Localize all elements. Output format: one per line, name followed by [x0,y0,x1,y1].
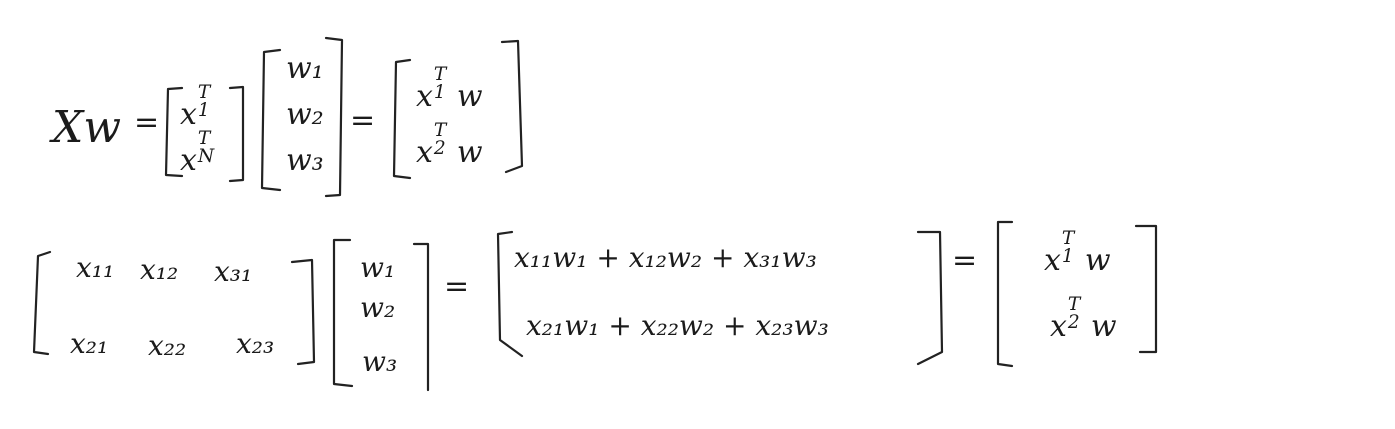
equals-sign-1: = [134,105,160,140]
res-sub: 2 [433,138,446,160]
bracket-left-w1 [262,50,280,190]
m-r1c3: x₃₁ [214,255,253,288]
res-base: x [1050,309,1067,344]
bracket-left-res2 [998,222,1012,366]
res-tail: w [456,135,483,170]
res-tail: w [1090,309,1117,344]
res-base: x [416,79,433,114]
w2-entry-3: w₃ [362,345,398,378]
w2-entry-2: w₂ [360,291,396,324]
row-sup: T [197,81,211,103]
bracket-right-w2 [414,244,428,390]
equals-sign-2: = [350,103,376,138]
row-sup: T [197,127,211,149]
res-base: x [416,135,433,170]
expanded-row-1: x₁₁w₁ + x₁₂w₂ + x₃₁w₃ [514,241,817,274]
m-r2c3: x₂₃ [236,327,275,360]
bracket-right-M [292,260,314,364]
w1-entry-1: w₁ [286,51,324,86]
row-base: x [180,143,197,178]
res-sub: 1 [1061,246,1074,268]
w1-entry-3: w₃ [286,143,324,178]
result2-row-1 [1044,227,1111,278]
res-base: x [1044,243,1061,278]
m-r2c2: x₂₂ [148,329,187,362]
matrix-X-row-1 [180,81,221,132]
m-r1c1: x₁₁ [76,251,115,284]
m-r1c2: x₁₂ [140,253,179,286]
bracket-right-res1 [502,41,522,172]
row-base: x [180,97,197,132]
res-sup: T [433,119,447,141]
bracket-left-M [34,252,50,354]
bracket-right-exp [918,232,942,364]
bracket-right-X [230,87,243,181]
result2-row-2 [1050,293,1117,344]
res-sub: 2 [1067,312,1080,334]
res-sub: 1 [433,82,446,104]
res-sup: T [1067,293,1081,315]
bracket-left-res1 [394,60,410,178]
res-sup: T [433,63,447,85]
equals-sign-3: = [444,269,470,304]
m-r2c1: x₂₁ [70,327,109,360]
res-sup: T [1061,227,1075,249]
row-sub: 1 [197,100,210,122]
equals-sign-4: = [952,243,978,278]
res-tail: w [1084,243,1111,278]
row-sub: N [197,146,215,168]
result1-row-1 [416,63,483,114]
result1-row-2 [416,119,483,170]
res-tail: w [456,79,483,114]
bracket-right-w1 [326,38,342,196]
expanded-row-2: x₂₁w₁ + x₂₂w₂ + x₂₃w₃ [526,309,829,342]
bracket-left-w2 [334,240,352,386]
w2-entry-1: w₁ [360,251,396,284]
matrix-X-row-2 [180,127,221,178]
lhs-Xw: Xw [52,102,121,153]
w1-entry-2: w₂ [286,97,324,132]
bracket-right-res2 [1136,226,1156,352]
